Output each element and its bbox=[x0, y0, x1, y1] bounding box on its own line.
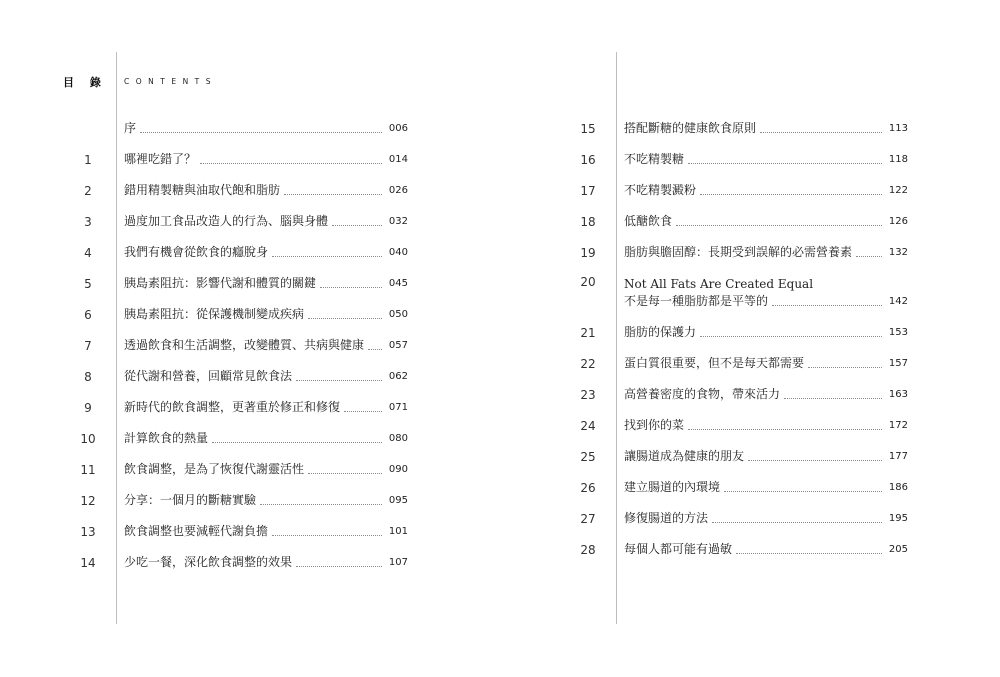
chapter-number: 25 bbox=[580, 450, 596, 464]
page-number: 126 bbox=[888, 216, 908, 227]
chapter-title: 脂肪的保護力 bbox=[624, 325, 697, 339]
toc-entry[interactable] bbox=[0, 275, 500, 299]
right-page bbox=[500, 0, 1000, 677]
chapter-title: 分享：一個月的斷糖實驗 bbox=[124, 493, 257, 507]
dot-leader bbox=[688, 162, 882, 164]
chapter-number: 16 bbox=[580, 153, 596, 167]
toc-entry[interactable] bbox=[500, 510, 1000, 534]
toc-entry[interactable] bbox=[0, 151, 500, 175]
dot-leader bbox=[308, 317, 382, 319]
dot-leader bbox=[748, 459, 882, 461]
toc-entry[interactable] bbox=[500, 386, 1000, 410]
toc-entry[interactable] bbox=[500, 324, 1000, 348]
chapter-number: 20 bbox=[580, 275, 596, 289]
chapter-title: 修復腸道的方法 bbox=[624, 511, 709, 525]
toc-entry[interactable] bbox=[500, 417, 1000, 441]
chapter-number: 24 bbox=[580, 419, 596, 433]
dot-leader bbox=[856, 255, 882, 257]
chapter-title: Not All Fats Are Created Equal bbox=[624, 277, 814, 291]
chapter-number: 5 bbox=[84, 277, 92, 291]
page-number: 026 bbox=[388, 185, 408, 196]
toc-entry[interactable] bbox=[500, 275, 1000, 308]
dot-leader bbox=[700, 193, 882, 195]
page-number: 095 bbox=[388, 495, 408, 506]
toc-entry[interactable] bbox=[0, 523, 500, 547]
toc-entry[interactable] bbox=[500, 541, 1000, 565]
chapter-title: 建立腸道的內環境 bbox=[624, 480, 721, 494]
chapter-number: 12 bbox=[80, 494, 96, 508]
chapter-number: 1 bbox=[84, 153, 92, 167]
dot-leader bbox=[808, 366, 882, 368]
chapter-title: 計算飲食的熱量 bbox=[124, 431, 209, 445]
chapter-title: 蛋白質很重要，但不是每天都需要 bbox=[624, 356, 805, 370]
toc-entry[interactable] bbox=[0, 306, 500, 330]
page-number: 032 bbox=[388, 216, 408, 227]
page-number: 090 bbox=[388, 464, 408, 475]
chapter-title: 錯用精製糖與油取代飽和脂肪 bbox=[124, 183, 281, 197]
toc-entry[interactable] bbox=[500, 151, 1000, 175]
chapter-title: 少吃一餐，深化飲食調整的效果 bbox=[124, 555, 293, 569]
toc-entry[interactable] bbox=[0, 213, 500, 237]
toc-entry[interactable] bbox=[500, 479, 1000, 503]
toc-entry[interactable] bbox=[500, 244, 1000, 268]
page-number: 132 bbox=[888, 247, 908, 258]
chapter-title: 哪裡吃錯了？ bbox=[124, 152, 197, 166]
chapter-number: 27 bbox=[580, 512, 596, 526]
dot-leader bbox=[284, 193, 382, 195]
dot-leader bbox=[368, 348, 382, 350]
heading-english: CONTENTS bbox=[124, 77, 218, 86]
page-number: 050 bbox=[388, 309, 408, 320]
chapter-number: 26 bbox=[580, 481, 596, 495]
page-number: 113 bbox=[888, 123, 908, 134]
chapter-title: 高營養密度的食物，帶來活力 bbox=[624, 387, 781, 401]
page-number: 205 bbox=[888, 544, 908, 555]
page-number: 006 bbox=[388, 123, 408, 134]
chapter-number: 23 bbox=[580, 388, 596, 402]
toc-entry[interactable] bbox=[0, 120, 500, 144]
dot-leader bbox=[272, 255, 382, 257]
chapter-number: 21 bbox=[580, 326, 596, 340]
chapter-title: 每個人都可能有過敏 bbox=[624, 542, 733, 556]
dot-leader bbox=[212, 441, 382, 443]
chapter-number: 2 bbox=[84, 184, 92, 198]
chapter-number: 7 bbox=[84, 339, 92, 353]
chapter-title: 飲食調整，是為了恢復代謝靈活性 bbox=[124, 462, 305, 476]
page-number: 195 bbox=[888, 513, 908, 524]
page-number: 118 bbox=[888, 154, 908, 165]
dot-leader bbox=[140, 131, 382, 133]
dot-leader bbox=[676, 224, 882, 226]
chapter-number: 8 bbox=[84, 370, 92, 384]
toc-entry[interactable] bbox=[0, 182, 500, 206]
page-number: 142 bbox=[888, 296, 908, 307]
chapter-title: 搭配斷糖的健康飲食原則 bbox=[624, 121, 757, 135]
chapter-title: 低醣飲食 bbox=[624, 214, 673, 228]
toc-entry[interactable] bbox=[500, 213, 1000, 237]
toc-entry[interactable] bbox=[0, 244, 500, 268]
page-number: 186 bbox=[888, 482, 908, 493]
dot-leader bbox=[296, 565, 382, 567]
chapter-number: 17 bbox=[580, 184, 596, 198]
chapter-number: 22 bbox=[580, 357, 596, 371]
page-number: 062 bbox=[388, 371, 408, 382]
chapter-subtitle: 不是每一種脂肪都是平等的 bbox=[624, 294, 769, 308]
page-number: 071 bbox=[388, 402, 408, 413]
chapter-number: 15 bbox=[580, 122, 596, 136]
chapter-number: 6 bbox=[84, 308, 92, 322]
toc-entry[interactable] bbox=[500, 448, 1000, 472]
dot-leader bbox=[700, 335, 882, 337]
page-number: 040 bbox=[388, 247, 408, 258]
chapter-title: 讓腸道成為健康的朋友 bbox=[624, 449, 745, 463]
page-number: 080 bbox=[388, 433, 408, 444]
dot-leader bbox=[760, 131, 882, 133]
dot-leader bbox=[260, 503, 382, 505]
chapter-title: 找到你的菜 bbox=[624, 418, 685, 432]
chapter-number: 4 bbox=[84, 246, 92, 260]
chapter-title: 不吃精製澱粉 bbox=[624, 183, 697, 197]
chapter-title: 胰島素阻抗：影響代謝和體質的關鍵 bbox=[124, 276, 317, 290]
chapter-title: 飲食調整也要減輕代謝負擔 bbox=[124, 524, 269, 538]
dot-leader bbox=[784, 397, 882, 399]
dot-leader bbox=[724, 490, 882, 492]
dot-leader bbox=[736, 552, 882, 554]
chapter-title: 過度加工食品改造人的行為、腦與身體 bbox=[124, 214, 329, 228]
dot-leader bbox=[344, 410, 382, 412]
chapter-number: 18 bbox=[580, 215, 596, 229]
dot-leader bbox=[308, 472, 382, 474]
chapter-title: 胰島素阻抗：從保護機制變成疾病 bbox=[124, 307, 305, 321]
page-number: 101 bbox=[388, 526, 408, 537]
chapter-number: 13 bbox=[80, 525, 96, 539]
chapter-title: 不吃精製糖 bbox=[624, 152, 685, 166]
page-number: 163 bbox=[888, 389, 908, 400]
toc-entry[interactable] bbox=[0, 492, 500, 516]
page-number: 177 bbox=[888, 451, 908, 462]
chapter-title: 序 bbox=[124, 121, 137, 135]
page-number: 153 bbox=[888, 327, 908, 338]
chapter-title: 我們有機會從飲食的癮脫身 bbox=[124, 245, 269, 259]
toc-entry[interactable] bbox=[0, 461, 500, 485]
dot-leader bbox=[320, 286, 382, 288]
chapter-number: 3 bbox=[84, 215, 92, 229]
page-number: 014 bbox=[388, 154, 408, 165]
page-number: 107 bbox=[388, 557, 408, 568]
dot-leader bbox=[772, 304, 882, 306]
toc-entry[interactable] bbox=[0, 337, 500, 361]
dot-leader bbox=[688, 428, 882, 430]
chapter-title: 從代謝和營養，回顧常見飲食法 bbox=[124, 369, 293, 383]
page-number: 057 bbox=[388, 340, 408, 351]
chapter-number: 28 bbox=[580, 543, 596, 557]
dot-leader bbox=[200, 162, 382, 164]
dot-leader bbox=[272, 534, 382, 536]
toc-entry[interactable] bbox=[500, 182, 1000, 206]
chapter-number: 9 bbox=[84, 401, 92, 415]
toc-entry[interactable] bbox=[500, 355, 1000, 379]
chapter-title: 脂肪與膽固醇：長期受到誤解的必需營養素 bbox=[624, 245, 853, 259]
heading-chinese: 目 錄 bbox=[63, 76, 107, 89]
chapter-number: 14 bbox=[80, 556, 96, 570]
page-number: 122 bbox=[888, 185, 908, 196]
toc-entry[interactable] bbox=[0, 399, 500, 423]
chapter-number: 11 bbox=[80, 463, 96, 477]
dot-leader bbox=[296, 379, 382, 381]
toc-entry[interactable] bbox=[500, 120, 1000, 144]
chapter-title: 透過飲食和生活調整，改變體質、共病與健康 bbox=[124, 338, 365, 352]
toc-entry[interactable] bbox=[0, 368, 500, 392]
dot-leader bbox=[712, 521, 882, 523]
toc-entry[interactable] bbox=[0, 554, 500, 578]
toc-entry[interactable] bbox=[0, 430, 500, 454]
page-number: 172 bbox=[888, 420, 908, 431]
page-number: 045 bbox=[388, 278, 408, 289]
chapter-number: 19 bbox=[580, 246, 596, 260]
chapter-title: 新時代的飲食調整，更著重於修正和修復 bbox=[124, 400, 341, 414]
chapter-number: 10 bbox=[80, 432, 96, 446]
dot-leader bbox=[332, 224, 382, 226]
page-number: 157 bbox=[888, 358, 908, 369]
